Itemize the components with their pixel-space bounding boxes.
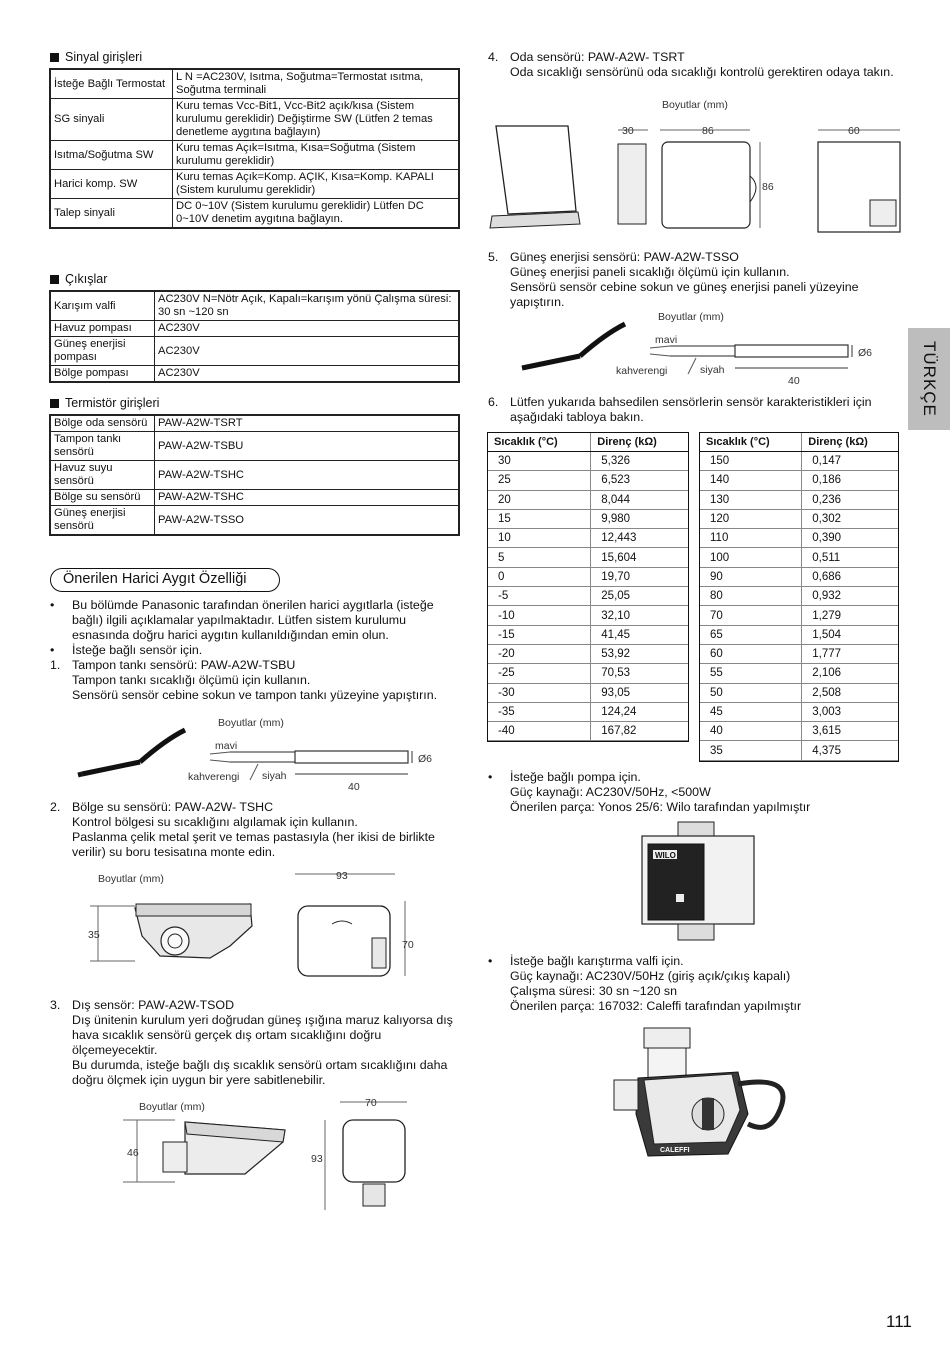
temp-cell: 110 (700, 529, 802, 548)
row-value: L N =AC230V, Isıtma, Soğutma=Termostat ısıtma, Soğutma terminali (173, 70, 459, 99)
row-value: AC230V (155, 366, 459, 382)
intro-bullets (50, 598, 462, 703)
temp-cell: 0 (488, 567, 591, 586)
thermistor-inputs-title: Termistör girişleri (50, 396, 159, 410)
temp-cell: 50 (700, 683, 802, 702)
outputs-table (49, 290, 460, 383)
temp-cell: -10 (488, 606, 591, 625)
valve-section: • İsteğe bağlı karıştırma valfi için. Güç kaynağı: AC230V/50Hz (giriş açık/çıkış kapalı) Çalışma süresi: 30 sn ~120 sn Önerilen parça: 167032: Caleffi tarafından yapılmıştır (488, 954, 802, 1013)
probe-len-label: 40 (788, 375, 800, 387)
signal-inputs-table (49, 68, 460, 229)
resistance-cell: 32,10 (591, 606, 688, 625)
table-row (700, 644, 898, 663)
table-header-row (700, 433, 898, 452)
tsrt-d2-label: 86 (702, 125, 714, 137)
row-value: PAW-A2W-TSHC (155, 490, 459, 506)
tsrt-front (662, 142, 750, 228)
valve-brand: CALEFFI (660, 1147, 690, 1154)
temp-cell: -35 (488, 702, 591, 721)
tsod-h2-label: 93 (311, 1153, 323, 1165)
item-1: 1. Tampon tankı sensörü: PAW-A2W-TSBU Tampon tankı sıcaklığı ölçümü için kullanın. Sensörü sensör cebine sokun ve tampon tankı yüzeyine yapıştırın. (50, 658, 438, 702)
row-label: İsteğe Bağlı Termostat (51, 70, 173, 99)
row-value: Kuru temas Açık=Komp. AÇIK, Kısa=Komp. KAPALI (Sistem kurulumu gereklidir) (173, 170, 459, 199)
row-label: Tampon tankı sensörü (51, 432, 155, 461)
resistance-cell: 6,523 (591, 471, 688, 490)
dims-label: Boyutlar (mm) (139, 1101, 205, 1113)
table-row (488, 567, 688, 586)
table-row (51, 337, 459, 366)
temp-cell: 40 (700, 722, 802, 741)
resistance-cell: 25,05 (591, 587, 688, 606)
item-6: 6. Lütfen yukarıda bahsedilen sensörlerin sensör karakteristikleri için aşağıdaki tabloya bakın. (488, 395, 872, 424)
table-row (488, 471, 688, 490)
row-label: Talep sinyali (51, 199, 173, 228)
resistance-cell: 41,45 (591, 625, 688, 644)
resistance-cell: 0,511 (802, 548, 898, 567)
temp-cell: 60 (700, 644, 802, 663)
table-row (488, 722, 688, 741)
table-row (488, 664, 688, 683)
row-label: SG sinyali (51, 99, 173, 141)
resistance-cell: 70,53 (591, 664, 688, 683)
table-row (51, 292, 459, 321)
resistance-cell: 0,390 (802, 529, 898, 548)
tsod-front (343, 1120, 405, 1182)
tsso-probe-diagram (510, 306, 900, 391)
temp-cell: -20 (488, 644, 591, 663)
tshc-w-label: 93 (336, 870, 348, 882)
temp-cell: 45 (700, 702, 802, 721)
table-row (488, 452, 688, 471)
resistance-cell: 2,106 (802, 664, 898, 683)
item-2: 2. Bölge su sensörü: PAW-A2W- TSHC Kontrol bölgesi su sıcaklığını algılamak için kullanın. Paslanma çelik metal şerit ve temas pastasıyla (her ikisi de birlikte verilir) su boru tesisatına monte edin. (50, 800, 435, 859)
dims-label: Boyutlar (mm) (218, 717, 284, 729)
square-bullet-icon (50, 275, 59, 284)
temp-header: Sıcaklık (°C) (488, 433, 591, 452)
row-value: PAW-A2W-TSBU (155, 432, 459, 461)
page-number: 111 (886, 1312, 912, 1331)
pump-section: • İsteğe bağlı pompa için. Güç kaynağı: AC230V/50Hz, <500W Önerilen parça: Yonos 25/6: Wilo tarafından yapılmıştır (488, 770, 811, 814)
wire-black-label: siyah (262, 770, 287, 782)
table-row (51, 199, 459, 228)
dims-label: Boyutlar (mm) (98, 873, 164, 885)
table-row (700, 471, 898, 490)
row-value: AC230V (155, 337, 459, 366)
resistance-header: Direnç (kΩ) (591, 433, 688, 452)
resistance-cell: 8,044 (591, 490, 688, 509)
table-row (51, 461, 459, 490)
section-title: Önerilen Harici Aygıt Özelliği (50, 568, 280, 592)
square-bullet-icon (50, 53, 59, 62)
row-label: Güneş enerjisi pompası (51, 337, 155, 366)
temp-cell: -15 (488, 625, 591, 644)
wilo-pump-image (640, 820, 760, 945)
temp-cell: 100 (700, 548, 802, 567)
table-row (700, 567, 898, 586)
item-4: 4. Oda sensörü: PAW-A2W- TSRT Oda sıcaklığı sensörünü oda sıcaklığı kontrolü gerektiren odaya takın. (488, 50, 894, 79)
resistance-cell: 0,686 (802, 567, 898, 586)
resistance-cell: 0,236 (802, 490, 898, 509)
table-row (700, 587, 898, 606)
row-label: Bölge su sensörü (51, 490, 155, 506)
resistance-cell: 1,279 (802, 606, 898, 625)
table-row (488, 529, 688, 548)
tsrt-diagram (488, 96, 908, 241)
table-row (700, 529, 898, 548)
tsrt-perspective (496, 126, 576, 214)
temp-cell: 65 (700, 625, 802, 644)
row-value: PAW-A2W-TSHC (155, 461, 459, 490)
temp-cell: -30 (488, 683, 591, 702)
table-row (488, 625, 688, 644)
temp-cell: 55 (700, 664, 802, 683)
probe-dia-label: Ø6 (858, 347, 873, 359)
temp-cell: -25 (488, 664, 591, 683)
dims-label: Boyutlar (mm) (658, 311, 724, 323)
row-value: PAW-A2W-TSRT (155, 416, 459, 432)
resistance-table-right (699, 432, 899, 762)
wire-blue-label: mavi (215, 740, 238, 752)
bullet-item: • İsteğe bağlı sensör için. (50, 643, 203, 657)
tsod-h1-label: 46 (127, 1147, 139, 1159)
resistance-cell: 9,980 (591, 509, 688, 528)
temp-cell: 80 (700, 587, 802, 606)
table-row (700, 683, 898, 702)
wire-blue-label: mavi (655, 334, 678, 346)
row-label: Havuz pompası (51, 321, 155, 337)
cable-black (140, 730, 185, 762)
table-row (700, 722, 898, 741)
table-row (51, 170, 459, 199)
signal-inputs-title: Sinyal girişleri (50, 50, 142, 64)
tsrt-d1-label: 30 (622, 125, 634, 137)
table-row (51, 506, 459, 535)
temp-cell: 90 (700, 567, 802, 586)
resistance-cell: 1,777 (802, 644, 898, 663)
wire-brown-label: kahverengi (188, 771, 240, 783)
temp-cell: 150 (700, 452, 802, 471)
row-value: DC 0~10V (Sistem kurulumu gereklidir) Lütfen DC 0~10V denetim aygıtına bağlayın. (173, 199, 459, 228)
resistance-table-left (487, 432, 689, 742)
table-row (700, 452, 898, 471)
temp-cell: 70 (700, 606, 802, 625)
resistance-cell: 15,604 (591, 548, 688, 567)
table-row (700, 548, 898, 567)
row-label: Harici komp. SW (51, 170, 173, 199)
resistance-cell: 3,003 (802, 702, 898, 721)
square-bullet-icon (50, 399, 59, 408)
table-row (488, 683, 688, 702)
bullet-item: • Bu bölümde Panasonic tarafından önerilen harici aygıtlarla (isteğe bağlı) ilgili açıklamalar yapılmaktadır. Lütfen sistem kurulumu esnasında doğru harici aygıtın kullanıldığından emin olun. (50, 598, 434, 642)
temp-cell: 140 (700, 471, 802, 490)
table-row (488, 587, 688, 606)
row-value: PAW-A2W-TSSO (155, 506, 459, 535)
table-row (488, 548, 688, 567)
cable-end (82, 762, 140, 774)
dims-label: Boyutlar (mm) (662, 99, 728, 111)
row-label: Bölge oda sensörü (51, 416, 155, 432)
resistance-cell: 3,615 (802, 722, 898, 741)
item-5: 5. Güneş enerjisi sensörü: PAW-A2W-TSSO Güneş enerjisi paneli sıcaklığı ölçümü için kullanın. Sensörü sensör cebine sokun ve güneş enerjisi paneli yüzeyine yapıştırın. (488, 250, 859, 309)
table-row (51, 70, 459, 99)
resistance-cell: 2,508 (802, 683, 898, 702)
resistance-header: Direnç (kΩ) (802, 433, 898, 452)
tshc-diagram (80, 866, 440, 986)
table-row (51, 366, 459, 382)
resistance-cell: 5,326 (591, 452, 688, 471)
row-value: Kuru temas Vcc-Bit1, Vcc-Bit2 açık/kısa (Sistem kurulumu gereklidir) Değiştirme SW (Lütfen 2 temas denetleme aygıtına bağlayın) (173, 99, 459, 141)
tsrt-side (618, 144, 646, 224)
table-row (51, 432, 459, 461)
tsrt-h-label: 86 (762, 181, 774, 193)
tsrt-d3-label: 60 (848, 125, 860, 137)
table-row (488, 606, 688, 625)
outputs-title: Çıkışlar (50, 272, 107, 286)
table-row (700, 741, 898, 760)
table-row (488, 490, 688, 509)
row-label: Bölge pompası (51, 366, 155, 382)
row-label: Isıtma/Soğutma SW (51, 141, 173, 170)
probe-len-label: 40 (348, 781, 360, 793)
language-tab: TÜRKÇE (908, 328, 950, 430)
pump-brand: WILO (655, 851, 676, 860)
temp-cell: -40 (488, 722, 591, 741)
temp-cell: 15 (488, 509, 591, 528)
table-row (700, 509, 898, 528)
resistance-cell: 93,05 (591, 683, 688, 702)
table-row (700, 625, 898, 644)
temp-cell: 25 (488, 471, 591, 490)
temp-cell: 30 (488, 452, 591, 471)
row-value: AC230V N=Nötr Açık, Kapalı=karışım yönü Çalışma süresi: 30 sn ~120 sn (155, 292, 459, 321)
tsod-w-label: 70 (365, 1097, 377, 1109)
row-label: Havuz suyu sensörü (51, 461, 155, 490)
temp-header: Sıcaklık (°C) (700, 433, 802, 452)
table-row (700, 702, 898, 721)
wire-brown-label: kahverengi (616, 365, 668, 377)
table-row (488, 702, 688, 721)
resistance-cell: 0,302 (802, 509, 898, 528)
table-row (700, 664, 898, 683)
table-row (51, 141, 459, 170)
table-row (51, 321, 459, 337)
resistance-cell: 0,186 (802, 471, 898, 490)
resistance-cell: 1,504 (802, 625, 898, 644)
thermistor-inputs-table (49, 414, 460, 536)
wire-black-label: siyah (700, 364, 725, 376)
table-row (51, 99, 459, 141)
resistance-cell: 167,82 (591, 722, 688, 741)
temp-cell: -5 (488, 587, 591, 606)
table-row (700, 606, 898, 625)
row-label: Karışım valfi (51, 292, 155, 321)
row-value: AC230V (155, 321, 459, 337)
temp-cell: 20 (488, 490, 591, 509)
resistance-cell: 12,443 (591, 529, 688, 548)
resistance-cell: 4,375 (802, 741, 898, 760)
resistance-cell: 0,147 (802, 452, 898, 471)
temp-cell: 5 (488, 548, 591, 567)
tshc-h2-label: 70 (402, 939, 414, 951)
row-label: Güneş enerjisi sensörü (51, 506, 155, 535)
row-value: Kuru temas Açık=Isıtma, Kısa=Soğutma (Sistem kurulumu gereklidir) (173, 141, 459, 170)
temp-cell: 35 (700, 741, 802, 760)
table-row (51, 490, 459, 506)
table-row (700, 490, 898, 509)
resistance-cell: 0,932 (802, 587, 898, 606)
resistance-cell: 19,70 (591, 567, 688, 586)
table-row (51, 416, 459, 432)
table-row (488, 644, 688, 663)
probe-tube (295, 751, 408, 763)
probe-dia-label: Ø6 (418, 753, 433, 765)
resistance-cell: 124,24 (591, 702, 688, 721)
tsbu-probe-diagram (70, 712, 460, 797)
table-header-row (488, 433, 688, 452)
table-row (488, 509, 688, 528)
tsod-diagram (115, 1092, 435, 1217)
caleffi-valve-image (608, 1024, 808, 1164)
temp-cell: 10 (488, 529, 591, 548)
item-3: 3. Dış sensör: PAW-A2W-TSOD Dış ünitenin kurulum yeri doğrudan güneş ışığına maruz kalıyorsa dış hava sıcaklık sensörü gerçek dış ortam sıcaklığını doğru ölçemeyecektir. Bu durumda, isteğe bağlı dış sıcaklık sensörü ortam sıcaklığını daha doğru ölçmek için uygun bir yere sabitlenebilir. (50, 998, 453, 1087)
temp-cell: 120 (700, 509, 802, 528)
resistance-cell: 53,92 (591, 644, 688, 663)
temp-cell: 130 (700, 490, 802, 509)
tshc-h1-label: 35 (88, 929, 100, 941)
